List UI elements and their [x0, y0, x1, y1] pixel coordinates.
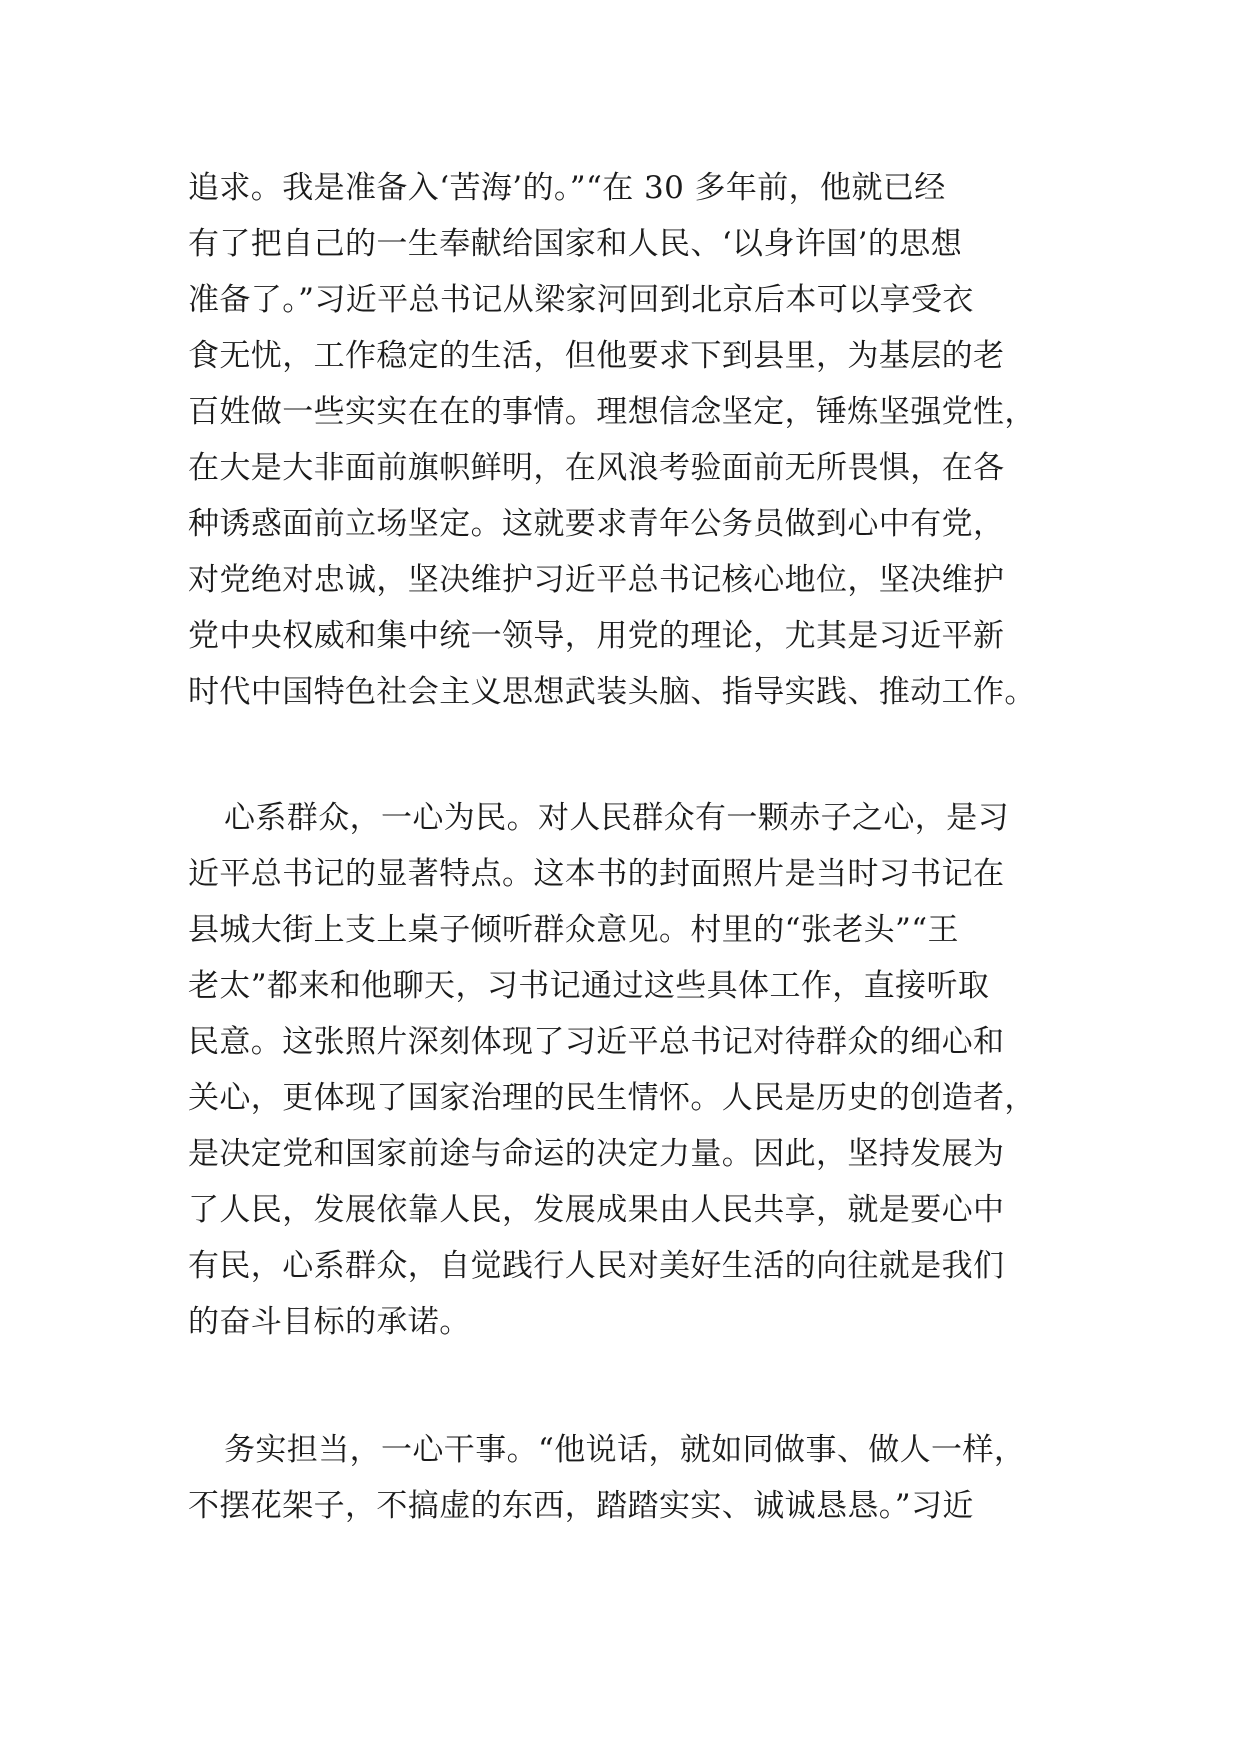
paragraph-line: 党中央权威和集中统一领导，用党的理论，尤其是习近平新 — [188, 618, 1005, 654]
paragraph-line: 老太”都来和他聊天，习书记通过这些具体工作，直接听取 — [188, 968, 990, 1004]
paragraph-line: 种诱惑面前立场坚定。这就要求青年公务员做到心中有党， — [188, 506, 1005, 542]
paragraph-1 — [188, 160, 1054, 720]
paragraph-line: 的奋斗目标的承诺。 — [188, 1304, 471, 1340]
paragraph-line: 有了把自己的一生奉献给国家和人民、‘以身许国’的思想 — [188, 226, 963, 262]
paragraph-line: 不摆花架子，不搞虚的东西，踏踏实实、诚诚恳恳。”习近 — [188, 1488, 974, 1524]
paragraph-line: 食无忧，工作稳定的生活，但他要求下到县里，为基层的老 — [188, 338, 1005, 374]
paragraph-line: 在大是大非面前旗帜鲜明，在风浪考验面前无所畏惧，在各 — [188, 450, 1005, 486]
paragraph-line: 关心，更体现了国家治理的民生情怀。人民是历史的创造者， — [188, 1080, 1036, 1116]
paragraph-2 — [188, 790, 1054, 1350]
paragraph-line: 百姓做一些实实在在的事情。理想信念坚定，锤炼坚强党性， — [188, 394, 1036, 430]
paragraph-line: 时代中国特色社会主义思想武装头脑、指导实践、推动工作。 — [188, 674, 1036, 710]
paragraph-line: 追求。我是准备入‘苦海’的。”“在 30 多年前，他就已经 — [188, 170, 946, 206]
paragraph-3 — [188, 1422, 1054, 1534]
paragraph-line: 准备了。”习近平总书记从梁家河回到北京后本可以享受衣 — [188, 282, 974, 318]
paragraph-line: 有民，心系群众，自觉践行人民对美好生活的向往就是我们 — [188, 1248, 1005, 1284]
paragraph-line: 务实担当，一心干事。“他说话，就如同做事、做人一样， — [224, 1432, 1026, 1468]
paragraph-line: 近平总书记的显著特点。这本书的封面照片是当时习书记在 — [188, 856, 1005, 892]
paragraph-line: 心系群众，一心为民。对人民群众有一颗赤子之心，是习 — [224, 800, 1009, 836]
paragraph-line: 对党绝对忠诚，坚决维护习近平总书记核心地位，坚决维护 — [188, 562, 1005, 598]
paragraph-line: 县城大街上支上桌子倾听群众意见。村里的“张老头”“王 — [188, 912, 959, 948]
paragraph-line: 是决定党和国家前途与命运的决定力量。因此，坚持发展为 — [188, 1136, 1005, 1172]
paragraph-line: 了人民，发展依靠人民，发展成果由人民共享，就是要心中 — [188, 1192, 1005, 1228]
paragraph-line: 民意。这张照片深刻体现了习近平总书记对待群众的细心和 — [188, 1024, 1005, 1060]
